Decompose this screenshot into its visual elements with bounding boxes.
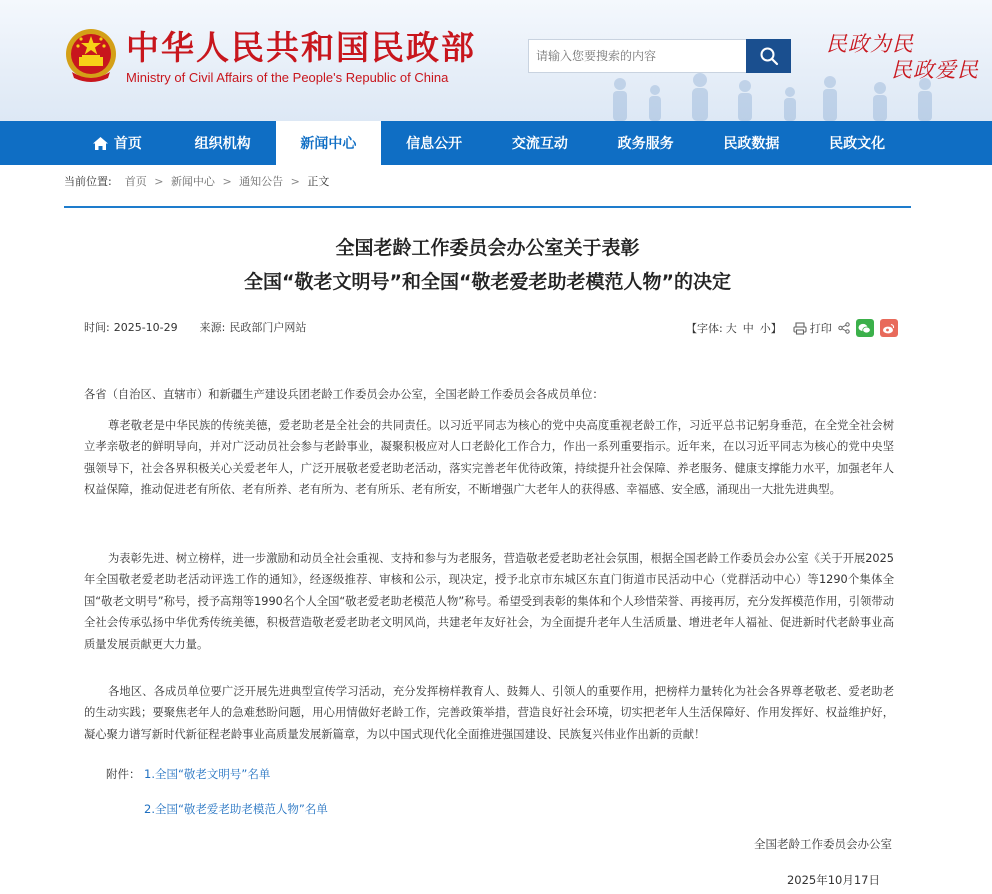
publish-time: 2025-10-29 [113, 321, 178, 334]
breadcrumb-divider [64, 206, 911, 208]
article-paragraph-2: 为表彰先进、树立榜样，进一步激励和动员全社会重视、支持和参与为老服务，营造敬老爱老助老社会氛围，根据全国老龄工作委员会办公室《关于开展2025年全国敬老爱老助老活动评选工作的通知》，经逐级推荐、审核和公示，现决定，授予北京市东城区东直门街道市民活动中心（党群活动中心）等1290个集体全国“敬老文明号”称号，授予高翔等1990名个人全国“敬老爱老助老模范人物”称号。希望受到表彰的集体和个人珍惜荣誉、再接再厉，充分发挥模范作用，引领带动全社会传承弘扬中华优秀传统美德，积极营造敬老爱老助老文明风尚，共建老年友好社会，为全面提升老年人生活质量、增进老年人福祉、促进新时代老龄事业高质量发展贡献更大力量。 [84, 552, 894, 651]
breadcrumb-news[interactable]: 新闻中心 [170, 175, 215, 188]
breadcrumb-separator: > [222, 175, 232, 188]
national-emblem-icon [64, 26, 118, 84]
slogan-line-1: 民政为民 [826, 32, 914, 56]
nav-item-news[interactable]: 新闻中心 [276, 121, 382, 165]
font-size-small[interactable]: 小】 [759, 322, 782, 335]
source-label: 来源: [199, 321, 226, 334]
search-input[interactable] [529, 40, 746, 72]
article-title-line-2: 全国“敬老文明号”和全国“敬老爱老助老模范人物”的决定 [244, 271, 731, 293]
article-meta [84, 320, 310, 336]
nav-item-culture[interactable]: 民政文化 [829, 136, 886, 152]
breadcrumb-separator: > [290, 175, 300, 188]
printer-icon [793, 322, 807, 335]
article-paragraph-1: 尊老敬老是中华民族的传统美德，爱老助老是全社会的共同责任。以习近平同志为核心的党中央高度重视老龄工作，习近平总书记躬身垂范，在全党全社会树立孝亲敬老的鲜明导向，并对广泛动员社会参与老龄事业，凝聚积极应对人口老龄化工作合力，作出一系列重要指示。近年来，在以习近平同志为核心的党中央坚强领导下，社会各界积极关心关爱老年人，广泛开展敬老爱老助老活动，落实完善老年优待政策，持续提升社会保障、养老服务、健康支撑能力水平，加强老年人权益保障，推动促进老有所依、老有所养、老有所为、老有所乐、老有所安，不断增强广大老年人的获得感、幸福感、安全感，涌现出一大批先进典型。 [84, 419, 894, 497]
nav-item-label: 首页 [113, 136, 142, 152]
signature-date: 2025年10月17日 [786, 873, 880, 887]
breadcrumb-notices[interactable]: 通知公告 [239, 175, 284, 188]
article-source: 民政部门户网站 [229, 321, 307, 334]
site-title[interactable]: 中华人民共和国民政部 [126, 28, 476, 67]
share-icon[interactable] [838, 322, 850, 334]
nav-item-info-disclosure[interactable]: 信息公开 [406, 136, 463, 152]
home-icon [92, 136, 109, 151]
nav-item-organization[interactable]: 组织机构 [194, 136, 251, 152]
time-label: 时间: [84, 321, 110, 334]
nav-item-home[interactable] [64, 121, 170, 165]
nav-item-interaction[interactable]: 交流互动 [511, 136, 568, 152]
attachment-link-1[interactable]: 1.全国“敬老文明号”名单 [144, 767, 271, 781]
print-label: 打印 [809, 322, 832, 335]
site-header [0, 0, 992, 121]
search-icon [759, 46, 779, 66]
salutation: 各省（自治区、直辖市）和新疆生产建设兵团老龄工作委员会办公室，全国老龄工作委员会各成员单位： [84, 388, 604, 401]
breadcrumb-current: 正文 [307, 175, 330, 188]
font-size-large[interactable]: 大 [725, 322, 737, 335]
article-paragraph-3: 各地区、各成员单位要广泛开展先进典型宣传学习活动，充分发挥榜样教育人、鼓舞人、引领人的重要作用，把榜样力量转化为社会各界尊老敬老、爱老助老的生动实践；要聚焦老年人的急难愁盼问题，用心用情做好老龄工作，完善政策举措，营造良好社会环境，切实把老年人生活保障好、作用发挥好、权益维护好，凝心聚力谱写新时代新征程老龄事业高质量发展新篇章，为以中国式现代化全面推进强国建设、民族复兴伟业作出新的贡献！ [84, 685, 894, 741]
breadcrumb-separator: > [154, 175, 164, 188]
site-title-english[interactable]: Ministry of Civil Affairs of the People's Republic of China [126, 70, 449, 85]
font-size-medium[interactable]: 中 [742, 322, 754, 335]
article-tools [686, 318, 898, 338]
search-button[interactable] [746, 39, 791, 73]
nav-item-services[interactable]: 政务服务 [617, 136, 674, 152]
search-box [528, 39, 746, 73]
attachment-link-2[interactable]: 2.全国“敬老爱老助老模范人物”名单 [144, 802, 328, 816]
attachments-label: 附件： [106, 767, 141, 781]
breadcrumb-label: 当前位置: [64, 175, 112, 188]
main-navigation [0, 121, 992, 165]
print-button[interactable] [793, 320, 832, 336]
nav-item-data[interactable]: 民政数据 [723, 136, 780, 152]
breadcrumb-home[interactable]: 首页 [124, 175, 147, 188]
breadcrumb [64, 174, 329, 190]
signature-organization: 全国老龄工作委员会办公室 [754, 837, 892, 851]
wechat-icon[interactable] [856, 319, 874, 337]
font-size-label: 【字体: [686, 322, 723, 335]
article-title-line-1: 全国老龄工作委员会办公室关于表彰 [335, 237, 640, 259]
weibo-icon[interactable] [880, 319, 898, 337]
slogan-line-2: 民政爱民 [891, 58, 979, 82]
